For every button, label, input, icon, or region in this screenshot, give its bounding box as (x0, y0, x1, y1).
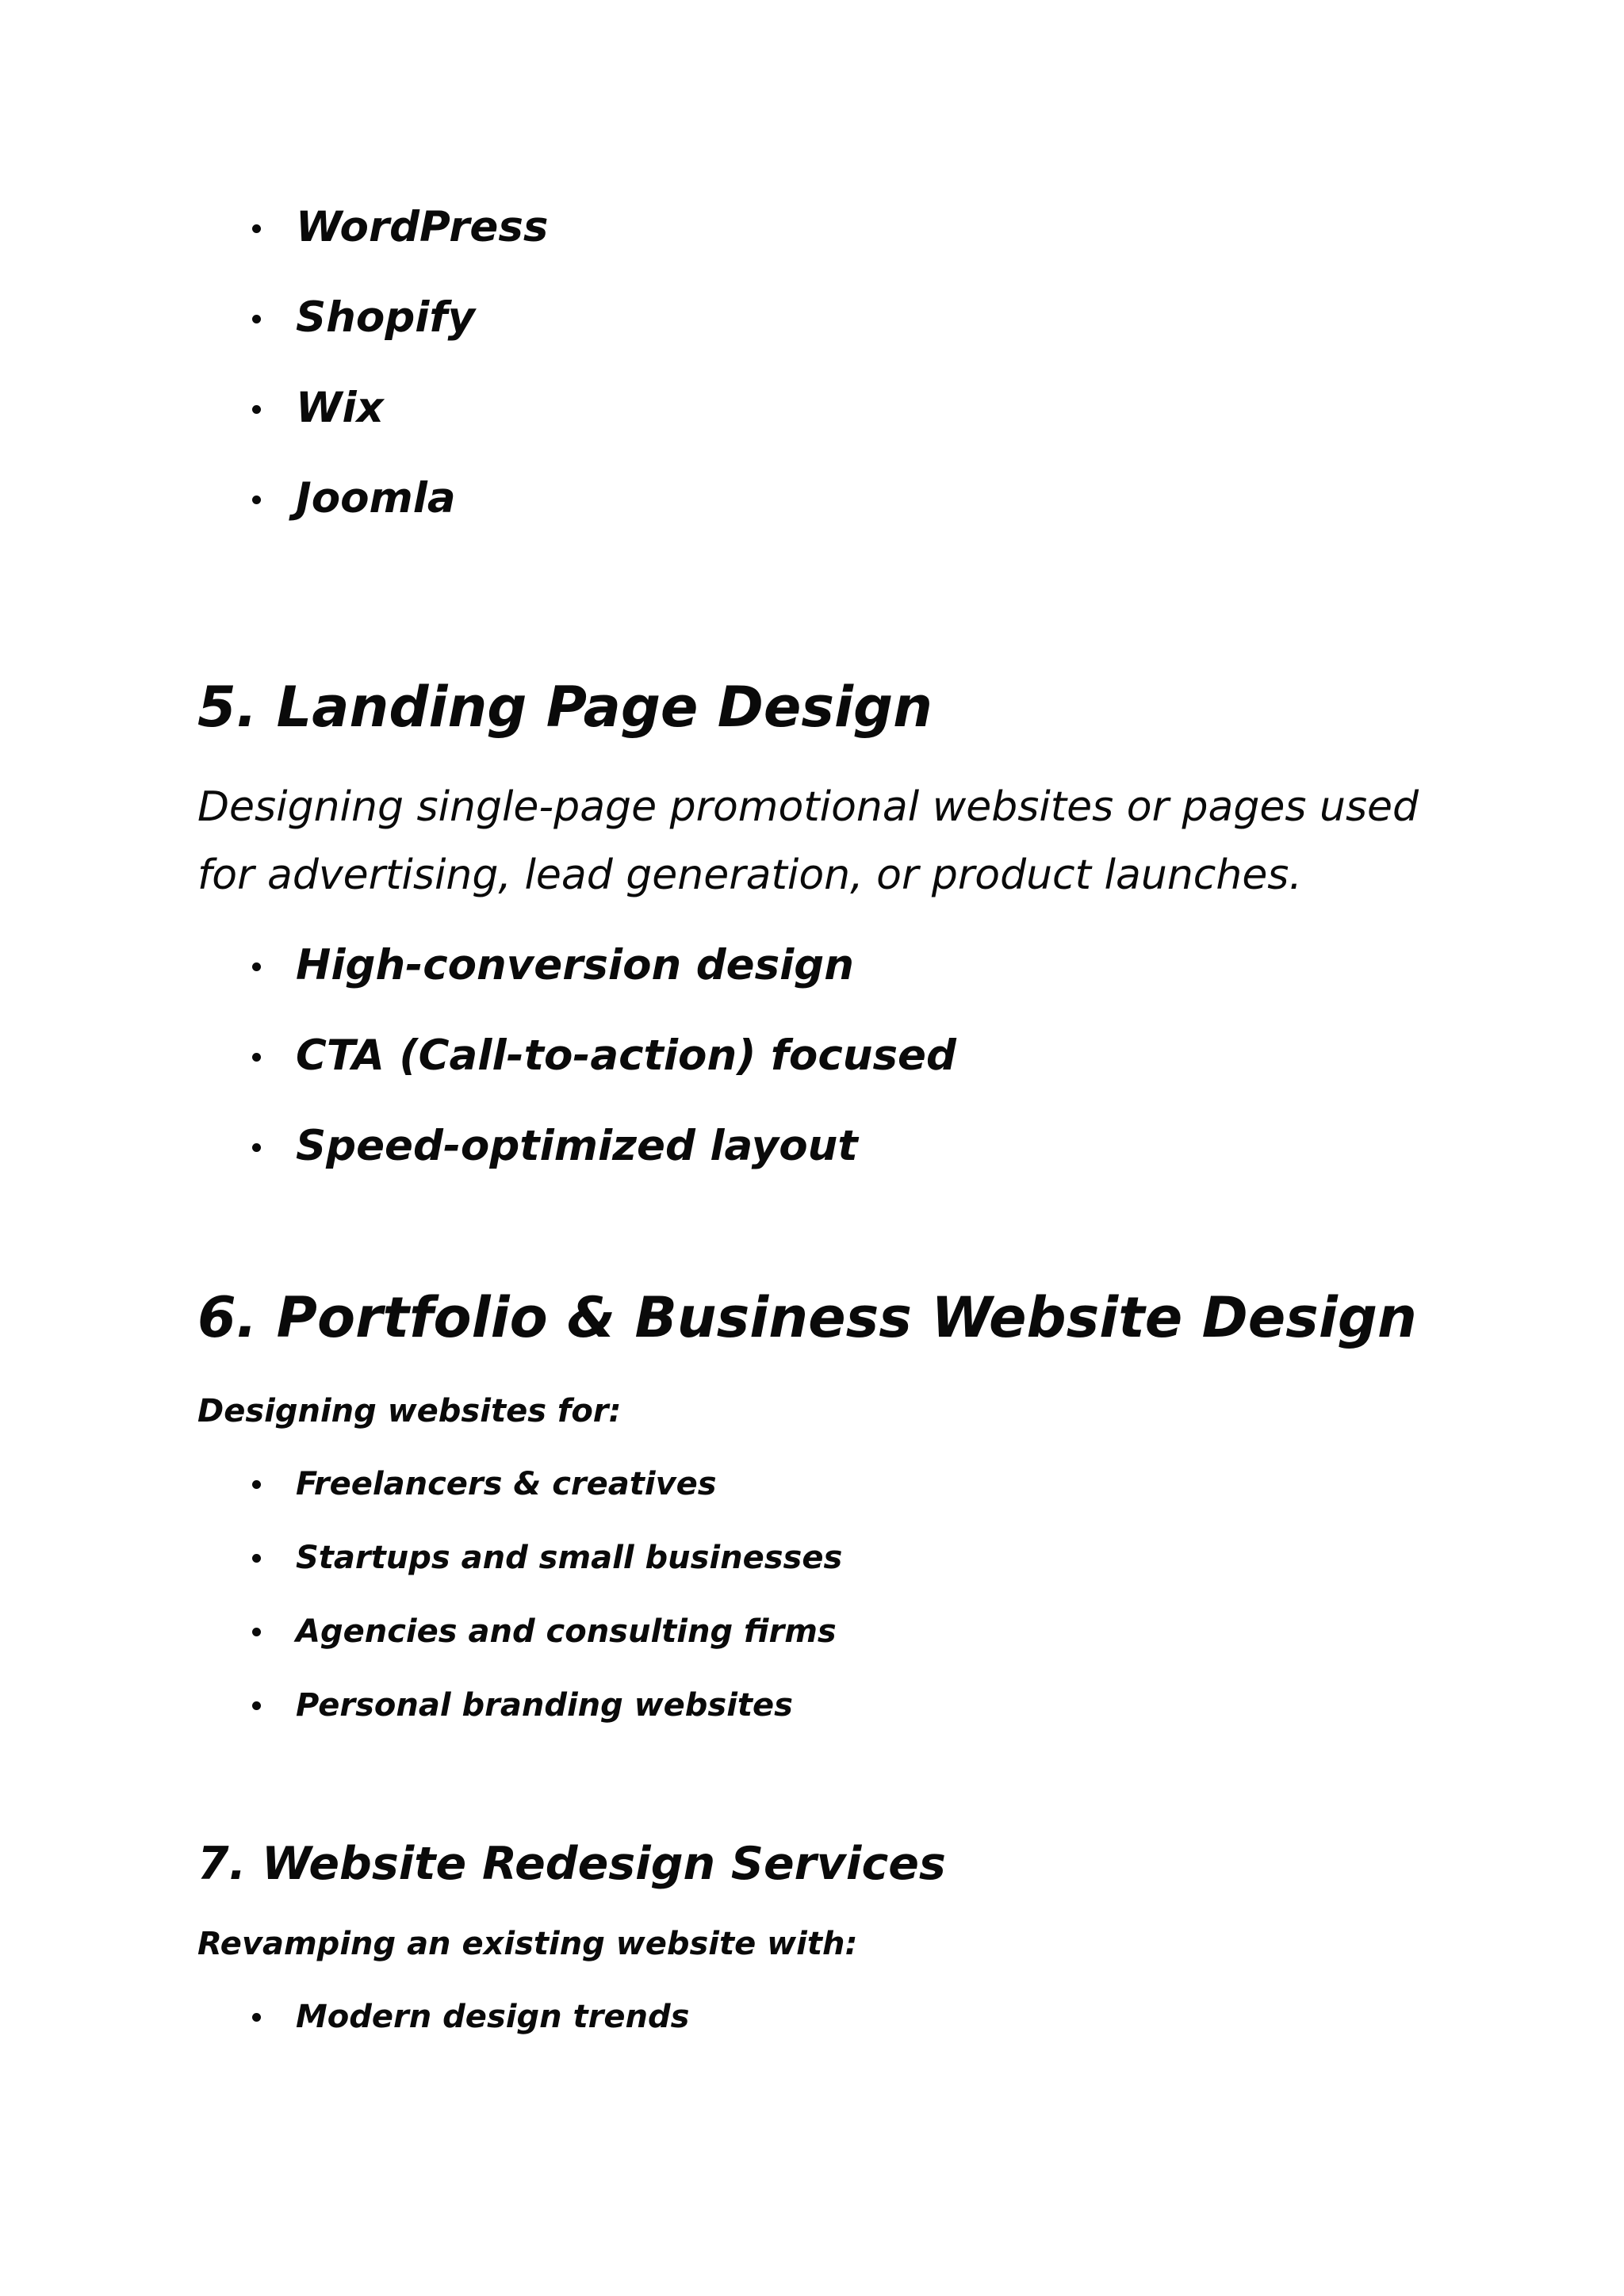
list-item: Modern design trends (296, 1999, 690, 2035)
section-lead: Designing websites for: (197, 1393, 622, 1429)
section-heading-portfolio: 6. Portfolio & Business Website Design (197, 1285, 1417, 1350)
section-description: Designing single-page promotional websites or pages used for advertising, lead generation, or product launches. (197, 783, 1419, 899)
list-item: Wix (296, 384, 384, 432)
list-item: High-conversion design (296, 941, 854, 989)
list-item: Freelancers & creatives (296, 1466, 717, 1502)
list-item: CTA (Call-to-action) focused (296, 1031, 956, 1080)
list-item: WordPress (296, 203, 549, 251)
list-item: Speed-optimized layout (296, 1122, 858, 1170)
section-heading-redesign: 7. Website Redesign Services (197, 1838, 946, 1890)
list-item: Agencies and consulting firms (296, 1613, 837, 1650)
section-lead: Revamping an existing website with: (197, 1926, 858, 1962)
list-item: Startups and small businesses (296, 1540, 843, 1576)
list-item: Shopify (296, 293, 476, 342)
section-heading-landing-page: 5. Landing Page Design (197, 675, 933, 740)
list-item: Personal branding websites (296, 1687, 793, 1724)
list-item: Joomla (296, 474, 456, 522)
